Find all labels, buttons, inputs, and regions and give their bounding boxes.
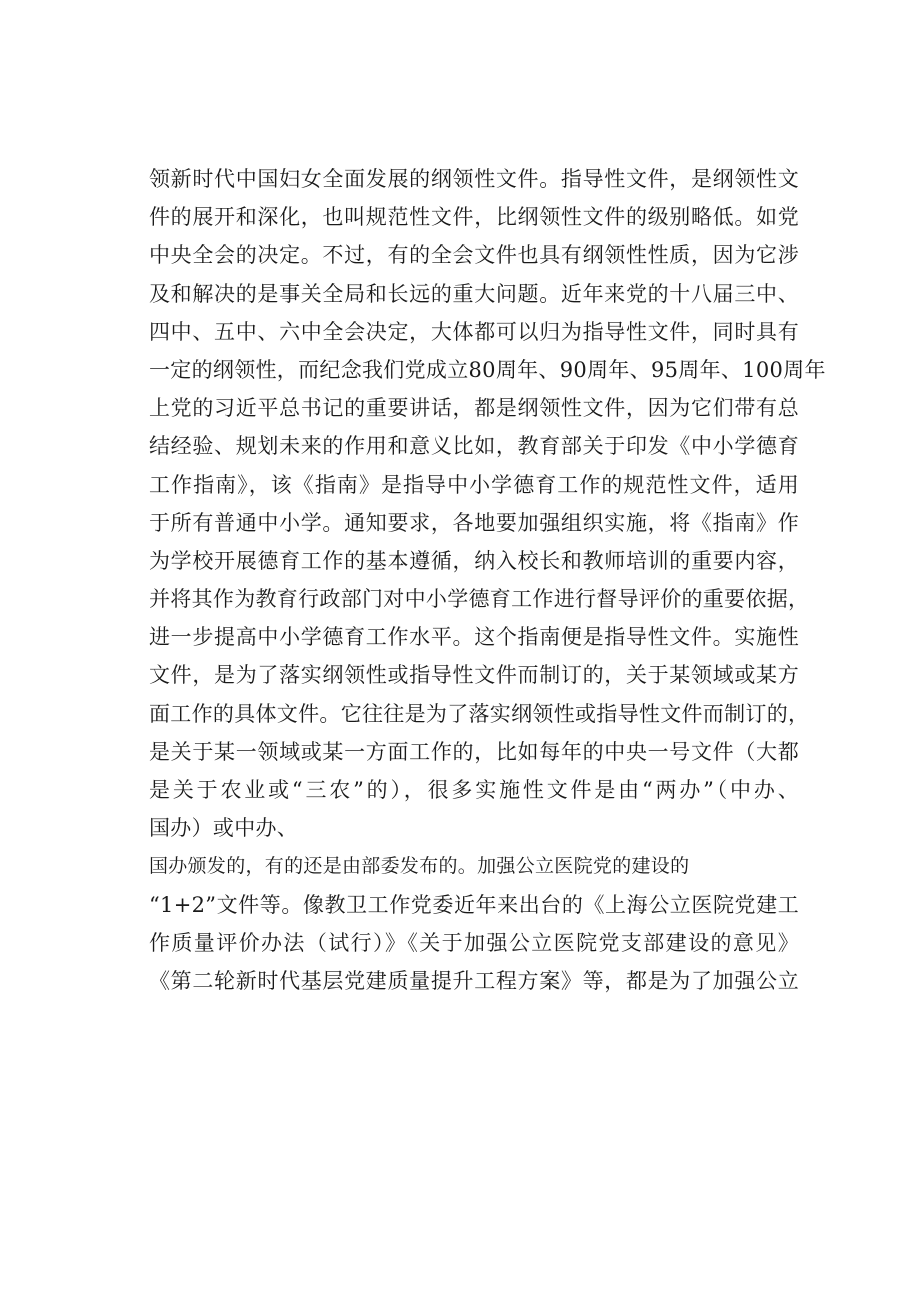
- text-line-5: 四中、五中、六中全会决定，大体都可以归为指导性文件，同时具有: [149, 319, 799, 344]
- text-line-12: 并将其作为教育行政部门对中小学德育工作进行督导评价的重要依据，: [149, 587, 810, 612]
- text-line-11: 为学校开展德育工作的基本遵循，纳入校长和教师培训的重要内容，: [149, 548, 799, 573]
- text-line-4: 及和解决的是事关全局和长远的重大问题。近年来党的十八届三中、: [149, 281, 799, 306]
- text-line-19: 国办颁发的，有的还是由部委发布的。加强公立医院党的建设的: [149, 855, 690, 878]
- body-text: [149, 160, 826, 1000]
- text-line-20: “1+2”文件等。像教卫工作党委近年来出台的《上海公立医院党建工: [149, 892, 799, 917]
- text-line-15: 面工作的具体文件。它往往是为了落实纲领性或指导性文件而制订的，: [149, 701, 810, 726]
- text-line-6: 一定的纲领性，而纪念我们党成立80周年、90周年、95周年、100周年: [149, 357, 826, 382]
- text-line-13: 进一步提高中小学德育工作水平。这个指南便是指导性文件。实施性: [149, 625, 799, 650]
- text-line-17: 是关于农业或“三农”的），很多实施性文件是由“两办”（中办、: [149, 778, 799, 802]
- text-line-9: 工作指南》，该《指南》是指导中小学德育工作的规范性文件，适用: [149, 472, 799, 497]
- text-line-1: 领新时代中国妇女全面发展的纲领性文件。指导性文件，是纲领性文: [149, 167, 799, 191]
- text-line-3: 中央全会的决定。不过，有的全会文件也具有纲领性性质，因为它涉: [149, 243, 799, 268]
- text-line-7: 上党的习近平总书记的重要讲话，都是纲领性文件，因为它们带有总: [149, 396, 799, 421]
- text-line-22: 《第二轮新时代基层党建质量提升工程方案》等，都是为了加强公立: [149, 968, 799, 993]
- text-line-18: 国办）或中办、: [149, 816, 299, 841]
- text-line-2: 件的展开和深化，也叫规范性文件，比纲领性文件的级别略低。如党: [149, 205, 799, 230]
- text-line-10: 于所有普通中小学。通知要求，各地要加强组织实施，将《指南》作: [149, 510, 799, 535]
- text-line-16: 是关于某一领域或某一方面工作的，比如每年的中央一号文件（大都: [149, 739, 799, 764]
- text-line-14: 文件，是为了落实纲领性或指导性文件而制订的，关于某领域或某方: [149, 663, 799, 688]
- text-line-8: 结经验、规划未来的作用和意义比如，教育部关于印发《中小学德育: [149, 434, 799, 459]
- text-line-21: 作质量评价办法（试行）》《关于加强公立医院党支部建设的意见》: [149, 930, 799, 955]
